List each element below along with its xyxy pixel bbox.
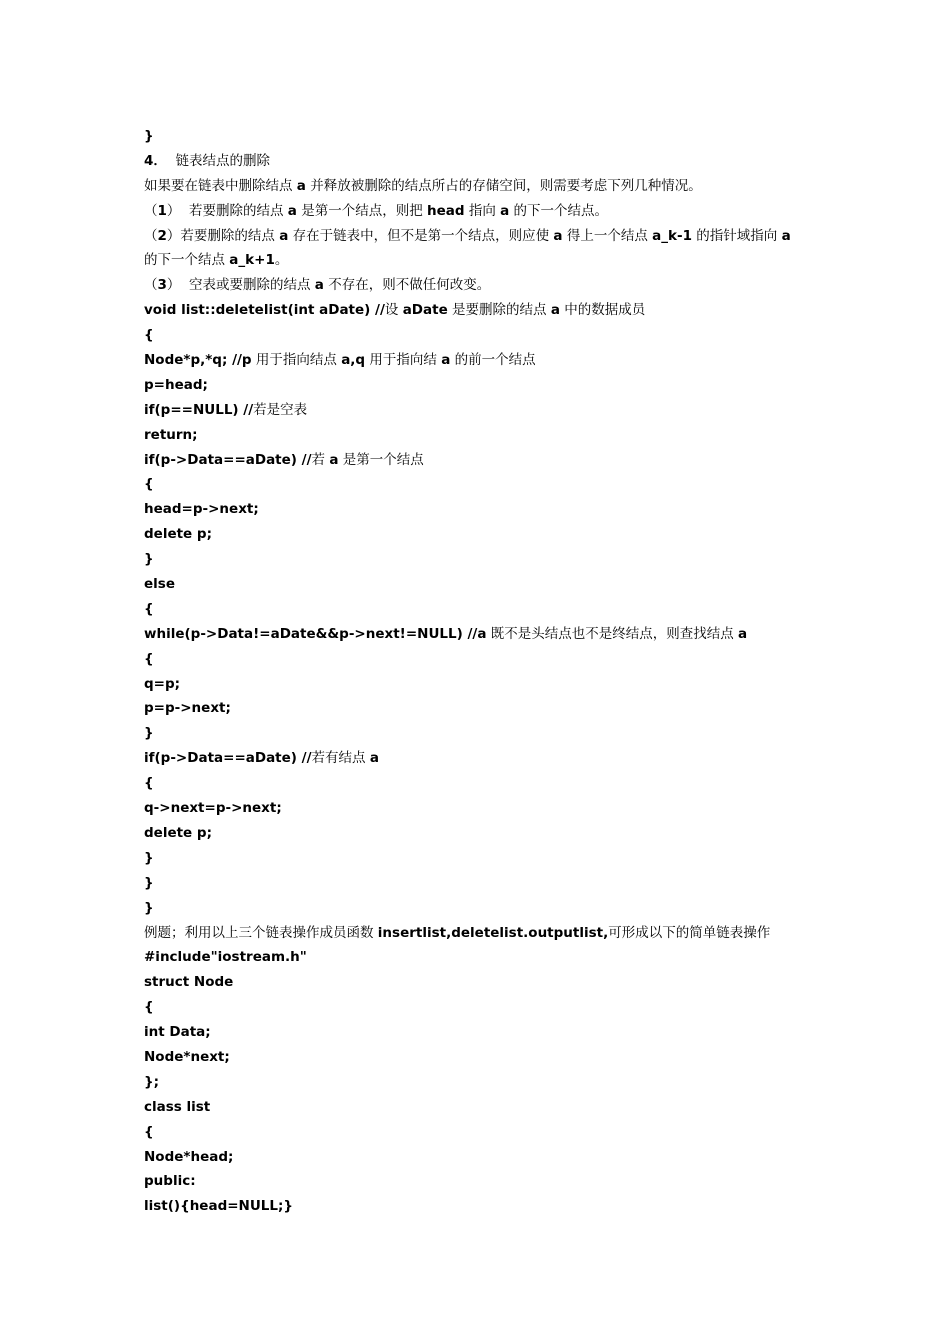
text-run: delete p; xyxy=(144,526,212,543)
text-run: } xyxy=(144,551,154,568)
text-line xyxy=(144,846,824,871)
text-run: } xyxy=(144,874,154,891)
text-run: class list xyxy=(144,1098,211,1115)
text-run: a_k-1 xyxy=(652,227,692,244)
text-line xyxy=(144,1020,824,1045)
text-run: if(p->Data==aDate) // xyxy=(144,451,312,468)
text-run: int Data; xyxy=(144,1024,211,1041)
text-line xyxy=(144,1070,824,1095)
text-line xyxy=(144,771,824,796)
text-line xyxy=(144,497,824,522)
text-run: if(p==NULL) // xyxy=(144,401,254,418)
text-run: delete p; xyxy=(144,824,212,841)
text-line xyxy=(144,871,824,896)
text-run: { xyxy=(144,775,154,792)
text-run: void list::deletelist(int aDate) // xyxy=(144,302,385,319)
text-line xyxy=(144,398,824,423)
text-run: { xyxy=(144,999,154,1016)
text-run: 若是空表 xyxy=(253,401,308,418)
text-line xyxy=(144,672,824,697)
text-run: 链表结点的删除 xyxy=(166,152,270,169)
text-run: 用于指向结 xyxy=(365,352,442,369)
text-run: 中的数据成员 xyxy=(559,302,646,319)
text-run: 是第一个结点 xyxy=(338,451,424,468)
text-line xyxy=(144,1095,824,1120)
text-run: aDate xyxy=(402,302,448,319)
text-line xyxy=(144,721,824,746)
text-run: Node*head; xyxy=(144,1148,234,1165)
text-run: p=p->next; xyxy=(144,700,231,717)
text-line xyxy=(144,149,824,174)
text-run: a xyxy=(550,302,560,319)
text-run: } xyxy=(144,725,154,742)
text-run: while(p->Data!=aDate&&p->next!=NULL) //a xyxy=(144,625,487,642)
text-run: a xyxy=(781,227,791,244)
text-run: a xyxy=(500,202,510,219)
text-run: 用于指向结点 xyxy=(251,352,342,369)
text-run: a xyxy=(314,277,324,294)
text-line xyxy=(144,373,824,398)
text-run: 。 xyxy=(274,252,289,269)
text-run: 4． xyxy=(144,152,167,169)
text-run: ） 空表或要删除的结点 xyxy=(166,277,315,294)
text-line xyxy=(144,124,824,149)
text-run: 例题；利用以上三个链表操作成员函数 xyxy=(144,924,378,941)
text-line xyxy=(144,696,824,721)
text-line xyxy=(144,348,824,373)
text-run: Node*p,*q; //p xyxy=(144,352,252,369)
text-run: 若 xyxy=(311,451,330,468)
text-run: struct Node xyxy=(144,974,234,991)
text-line xyxy=(144,224,824,249)
text-run: a xyxy=(329,451,339,468)
text-line xyxy=(144,323,824,348)
text-run: a xyxy=(296,177,306,194)
text-run: ）若要删除的结点 xyxy=(166,227,280,244)
text-line xyxy=(144,522,824,547)
text-run: 既不是头结点也不是终结点，则查找结点 xyxy=(486,625,739,642)
text-run: { xyxy=(144,327,154,344)
document-body xyxy=(144,124,824,1219)
text-run: 的指针域指向 xyxy=(691,227,782,244)
text-line xyxy=(144,945,824,970)
text-run: else xyxy=(144,576,175,593)
text-run: } xyxy=(144,849,154,866)
text-line xyxy=(144,995,824,1020)
text-run: ） 若要删除的结点 xyxy=(166,202,288,219)
text-run: （ xyxy=(144,227,158,244)
text-run: a xyxy=(369,750,379,767)
text-run: （ xyxy=(144,277,158,294)
text-run: 若有结点 xyxy=(311,750,370,767)
text-run: 并释放被删除的结点所占的存储空间，则需要考虑下列几种情况。 xyxy=(305,177,702,194)
text-line xyxy=(144,1194,824,1219)
text-run: if(p->Data==aDate) // xyxy=(144,750,312,767)
text-run: 是第一个结点，则把 xyxy=(296,202,427,219)
text-run: { xyxy=(144,1123,154,1140)
text-run: a,q xyxy=(341,352,366,369)
text-run: 1 xyxy=(157,202,167,219)
text-line xyxy=(144,572,824,597)
text-line xyxy=(144,921,824,946)
text-run: #include"iostream.h" xyxy=(144,949,307,966)
text-line xyxy=(144,896,824,921)
text-line xyxy=(144,1145,824,1170)
text-run: a xyxy=(279,227,289,244)
text-run: 存在于链表中，但不是第一个结点，则应使 xyxy=(288,227,554,244)
text-run: 的下一个结点 xyxy=(144,252,230,269)
text-run: 的下一个结点。 xyxy=(509,202,609,219)
text-run: insertlist,deletelist.outputlist, xyxy=(377,924,609,941)
text-run: list(){head=NULL;} xyxy=(144,1198,294,1215)
text-run: 可形成以下的简单链表操作 xyxy=(608,924,771,941)
text-run: head xyxy=(427,202,465,219)
text-run: （ xyxy=(144,202,158,219)
text-run: public: xyxy=(144,1173,196,1190)
text-run: Node*next; xyxy=(144,1048,230,1065)
text-run: 是要删除的结点 xyxy=(447,302,551,319)
text-line xyxy=(144,472,824,497)
text-line xyxy=(144,448,824,473)
text-run: q=p; xyxy=(144,675,181,692)
text-run: { xyxy=(144,600,154,617)
text-line xyxy=(144,273,824,298)
text-run: { xyxy=(144,476,154,493)
text-line xyxy=(144,248,824,273)
text-run: a xyxy=(441,352,451,369)
text-line xyxy=(144,199,824,224)
text-line xyxy=(144,1045,824,1070)
text-line xyxy=(144,298,824,323)
text-run: } xyxy=(144,128,154,144)
text-line xyxy=(144,647,824,672)
text-run: q->next=p->next; xyxy=(144,800,282,817)
text-line xyxy=(144,423,824,448)
text-run: 如果要在链表中删除结点 xyxy=(144,177,297,194)
text-line xyxy=(144,1120,824,1145)
text-run: 不存在，则不做任何改变。 xyxy=(323,277,491,294)
text-run: 的前一个结点 xyxy=(450,352,536,369)
text-run: 设 xyxy=(384,302,403,319)
text-line xyxy=(144,1169,824,1194)
text-run: a xyxy=(738,625,748,642)
text-line xyxy=(144,821,824,846)
text-line xyxy=(144,597,824,622)
text-run: a_k+1 xyxy=(229,252,275,269)
text-run: }; xyxy=(144,1073,160,1090)
text-run: 得上一个结点 xyxy=(562,227,653,244)
text-run: 2 xyxy=(157,227,167,244)
text-run: } xyxy=(144,899,154,916)
text-run: a xyxy=(553,227,563,244)
text-run: a xyxy=(287,202,297,219)
text-line xyxy=(144,746,824,771)
text-run: 3 xyxy=(157,277,167,294)
text-line xyxy=(144,174,824,199)
text-line xyxy=(144,547,824,572)
text-run: head=p->next; xyxy=(144,501,259,518)
text-run: 指向 xyxy=(464,202,501,219)
text-line xyxy=(144,622,824,647)
text-run: return; xyxy=(144,426,198,443)
text-line xyxy=(144,796,824,821)
text-line xyxy=(144,970,824,995)
text-run: { xyxy=(144,650,154,667)
text-run: p=head; xyxy=(144,376,208,393)
